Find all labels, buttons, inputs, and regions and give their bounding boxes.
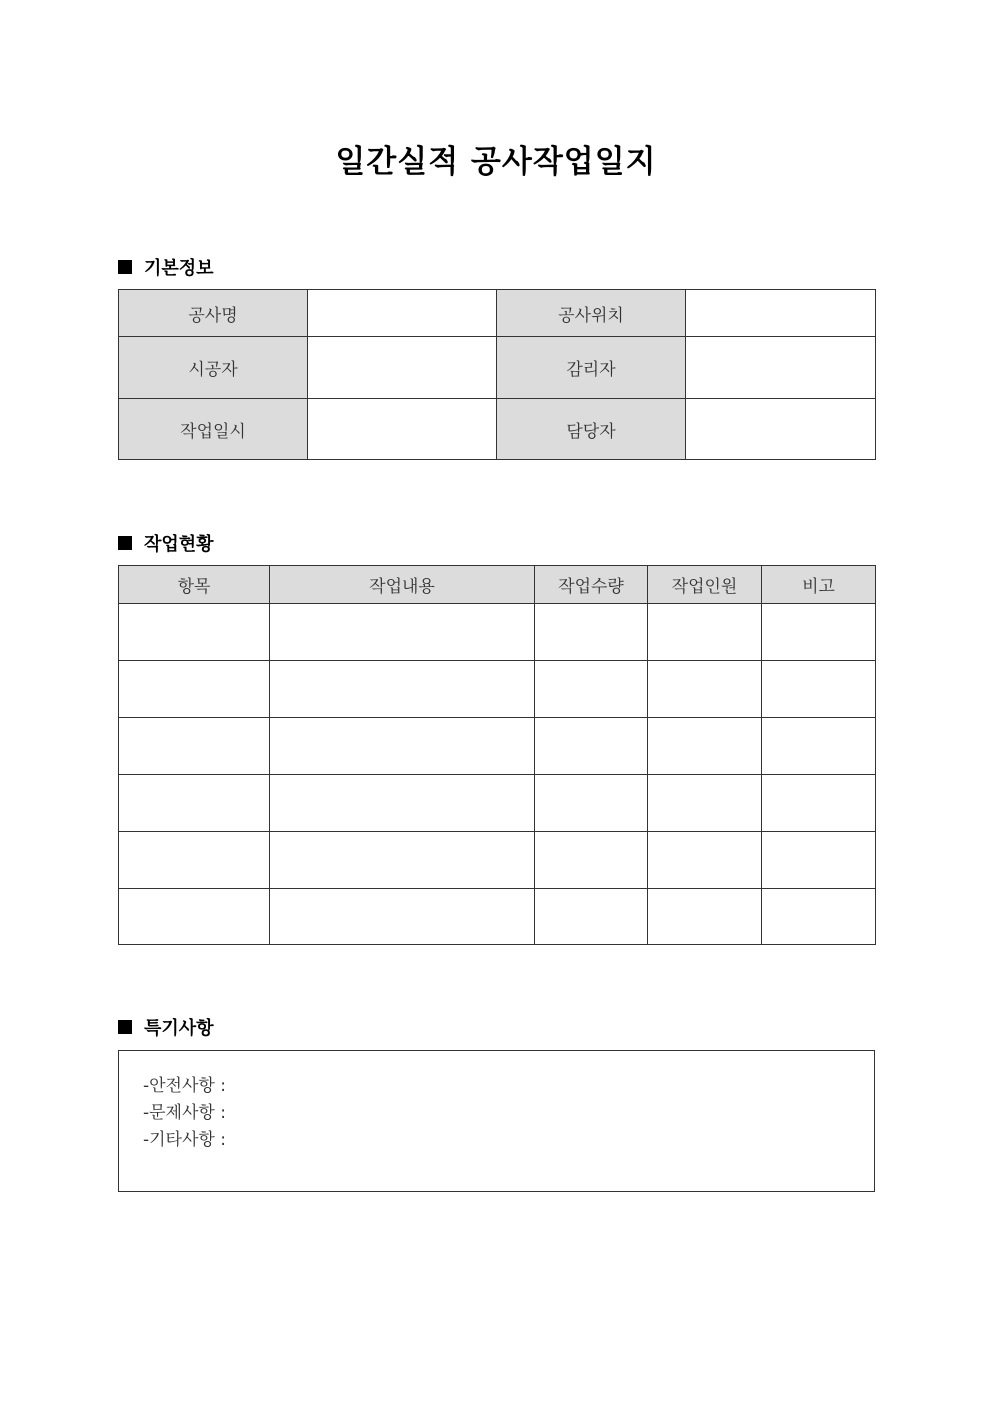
header-item: 항목 (119, 566, 270, 604)
cell-remarks[interactable] (762, 832, 876, 889)
section-title: 특기사항 (144, 1018, 214, 1039)
basic-info-table (118, 289, 876, 460)
value-work-date[interactable] (308, 399, 497, 460)
value-project-location[interactable] (686, 290, 876, 337)
cell-item[interactable] (119, 832, 270, 889)
cell-work-personnel[interactable] (648, 889, 762, 945)
table-row (119, 604, 876, 661)
label-supervisor: 감리자 (497, 337, 686, 399)
section-title: 작업현황 (144, 534, 214, 555)
special-notes-box[interactable] (118, 1050, 875, 1192)
section-heading-work-status (118, 530, 214, 556)
cell-work-personnel[interactable] (648, 775, 762, 832)
cell-work-personnel[interactable] (648, 832, 762, 889)
cell-item[interactable] (119, 718, 270, 775)
cell-work-content[interactable] (270, 832, 535, 889)
cell-work-content[interactable] (270, 775, 535, 832)
value-supervisor[interactable] (686, 337, 876, 399)
header-remarks: 비고 (762, 566, 876, 604)
label-person-in-charge: 담당자 (497, 399, 686, 460)
cell-work-quantity[interactable] (535, 889, 648, 945)
cell-work-quantity[interactable] (535, 604, 648, 661)
section-title: 기본정보 (144, 258, 214, 279)
value-person-in-charge[interactable] (686, 399, 876, 460)
cell-work-quantity[interactable] (535, 661, 648, 718)
table-row (119, 832, 876, 889)
table-row (119, 889, 876, 945)
section-heading-special-notes (118, 1014, 214, 1040)
note-problems: -문제사항 : (143, 1103, 226, 1123)
cell-remarks[interactable] (762, 775, 876, 832)
label-project-name: 공사명 (119, 290, 308, 337)
cell-item[interactable] (119, 604, 270, 661)
header-work-personnel: 작업인원 (648, 566, 762, 604)
label-project-location: 공사위치 (497, 290, 686, 337)
table-row (119, 718, 876, 775)
value-contractor[interactable] (308, 337, 497, 399)
header-work-quantity: 작업수량 (535, 566, 648, 604)
table-row (119, 775, 876, 832)
cell-remarks[interactable] (762, 889, 876, 945)
cell-work-content[interactable] (270, 661, 535, 718)
cell-work-personnel[interactable] (648, 604, 762, 661)
table-header-row (119, 566, 876, 604)
cell-work-personnel[interactable] (648, 661, 762, 718)
cell-work-content[interactable] (270, 718, 535, 775)
cell-remarks[interactable] (762, 718, 876, 775)
cell-remarks[interactable] (762, 661, 876, 718)
section-heading-basic-info (118, 254, 214, 280)
label-contractor: 시공자 (119, 337, 308, 399)
cell-work-content[interactable] (270, 604, 535, 661)
cell-item[interactable] (119, 661, 270, 718)
page-title: 일간실적 공사작업일지 (335, 144, 657, 180)
cell-work-quantity[interactable] (535, 775, 648, 832)
cell-work-quantity[interactable] (535, 718, 648, 775)
square-bullet-icon (118, 260, 132, 274)
cell-work-personnel[interactable] (648, 718, 762, 775)
cell-remarks[interactable] (762, 604, 876, 661)
value-project-name[interactable] (308, 290, 497, 337)
cell-item[interactable] (119, 775, 270, 832)
square-bullet-icon (118, 536, 132, 550)
cell-work-quantity[interactable] (535, 832, 648, 889)
cell-item[interactable] (119, 889, 270, 945)
header-work-content: 작업내용 (270, 566, 535, 604)
work-status-table (118, 565, 876, 945)
table-row (119, 661, 876, 718)
cell-work-content[interactable] (270, 889, 535, 945)
square-bullet-icon (118, 1020, 132, 1034)
label-work-date: 작업일시 (119, 399, 308, 460)
note-safety: -안전사항 : (143, 1076, 226, 1096)
note-other: -기타사항 : (143, 1130, 226, 1150)
